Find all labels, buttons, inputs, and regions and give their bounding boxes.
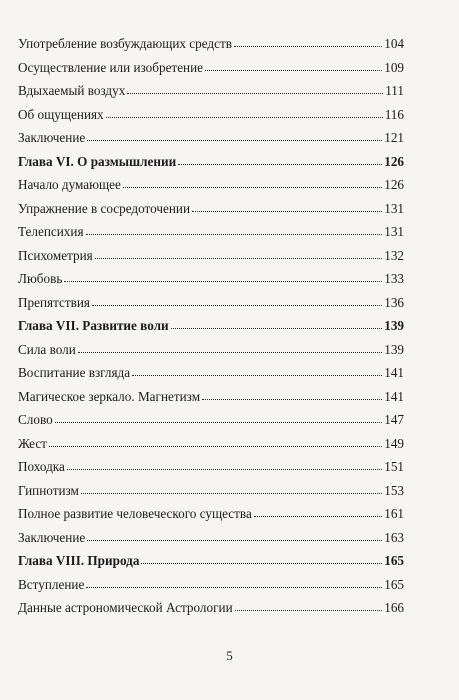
toc-entry-title: Об ощущениях [18, 106, 104, 122]
toc-entry-title: Глава VII. Развитие воли [18, 318, 169, 333]
toc-entry-title: Глава VI. О размышлении [18, 153, 177, 169]
dot-leader [123, 187, 382, 188]
toc-entry-title: Жест [18, 435, 47, 451]
toc-entry-page: 131 [384, 200, 404, 216]
toc-entry-title: Слово [18, 412, 53, 427]
table-of-contents [18, 37, 404, 625]
dot-leader [234, 46, 382, 47]
toc-entry-title: Упражнение в сосредоточении [18, 200, 191, 216]
toc-entry-page: 149 [384, 435, 404, 451]
toc-entry-page: 141 [384, 388, 404, 404]
toc-entry [18, 108, 404, 132]
toc-entry-page: 121 [384, 130, 404, 145]
toc-entry [18, 202, 404, 226]
toc-entry-page: 104 [384, 36, 404, 51]
toc-entry-page: 153 [384, 482, 404, 498]
toc-entry-page: 109 [384, 59, 404, 75]
dot-leader [205, 70, 382, 71]
toc-entry [18, 366, 404, 390]
dot-leader [55, 422, 383, 423]
toc-entry-page: 136 [384, 294, 404, 310]
toc-entry-title: Данные астрономической Астрологии [18, 600, 233, 615]
toc-entry-title: Заключение [18, 130, 86, 145]
toc-entry [18, 131, 404, 155]
toc-entry [18, 225, 404, 249]
toc-entry [18, 578, 404, 602]
toc-entry-page: 147 [384, 412, 404, 427]
dot-leader [235, 610, 383, 611]
toc-entry-page: 161 [384, 506, 404, 521]
toc-entry-title: Осуществление или изобретение [18, 59, 204, 75]
dot-leader [81, 493, 382, 494]
toc-entry-title: Употребление возбуждающих средств [18, 36, 232, 51]
toc-entry-title: Гипнотизм [18, 482, 79, 498]
toc-entry-page: 126 [384, 177, 404, 192]
toc-entry-page: 141 [384, 365, 404, 380]
toc-entry-page: 133 [384, 271, 404, 286]
toc-entry [18, 343, 404, 367]
dot-leader [141, 563, 382, 564]
toc-chapter-heading [18, 155, 404, 179]
dot-leader [86, 234, 383, 235]
toc-entry [18, 249, 404, 273]
toc-entry [18, 437, 404, 461]
toc-entry-page: 116 [384, 106, 404, 122]
toc-entry [18, 272, 404, 296]
toc-entry-title: Заключение [18, 529, 86, 545]
toc-entry [18, 601, 404, 625]
dot-leader [192, 211, 382, 212]
toc-entry [18, 413, 404, 437]
toc-entry [18, 178, 404, 202]
toc-entry [18, 460, 404, 484]
toc-entry-title: Психометрия [18, 247, 93, 263]
dot-leader [64, 281, 382, 282]
dot-leader [86, 587, 382, 588]
toc-entry-page: 165 [384, 553, 404, 568]
toc-entry-title: Начало думающее [18, 177, 121, 192]
toc-entry-page: 132 [384, 247, 404, 263]
toc-entry-page: 131 [384, 224, 404, 239]
toc-chapter-heading [18, 319, 404, 343]
toc-entry [18, 84, 404, 108]
toc-chapter-heading [18, 554, 404, 578]
toc-entry-page: 163 [384, 529, 404, 545]
dot-leader [127, 93, 383, 94]
toc-entry-page: 151 [384, 459, 404, 474]
toc-entry-title: Сила воли [18, 341, 76, 357]
dot-leader [92, 305, 382, 306]
toc-entry-page: 165 [384, 576, 404, 592]
toc-entry-title: Телепсихия [18, 224, 84, 239]
toc-entry-page: 166 [384, 600, 404, 615]
toc-entry-page: 139 [384, 318, 404, 333]
toc-entry-title: Полное развитие человеческого существа [18, 506, 252, 521]
toc-entry-page: 139 [384, 341, 404, 357]
toc-entry [18, 507, 404, 531]
dot-leader [78, 352, 382, 353]
toc-entry [18, 296, 404, 320]
dot-leader [132, 375, 382, 376]
dot-leader [87, 540, 382, 541]
toc-entry-title: Походка [18, 459, 65, 474]
toc-entry [18, 37, 404, 61]
toc-entry-title: Любовь [18, 271, 63, 286]
toc-entry [18, 390, 404, 414]
toc-entry-page: 126 [384, 153, 404, 169]
dot-leader [178, 164, 382, 165]
page-number: 5 [226, 648, 233, 663]
toc-entry-page: 111 [385, 83, 404, 98]
dot-leader [254, 516, 382, 517]
toc-entry-title: Глава VIII. Природа [18, 553, 140, 568]
dot-leader [106, 117, 383, 118]
dot-leader [202, 399, 382, 400]
toc-entry [18, 484, 404, 508]
toc-entry-title: Вдыхаемый воздух [18, 83, 126, 98]
toc-entry-title: Воспитание взгляда [18, 365, 131, 380]
toc-entry-title: Магическое зеркало. Магнетизм [18, 388, 201, 404]
dot-leader [49, 446, 382, 447]
toc-entry-title: Препятствия [18, 294, 90, 310]
dot-leader [87, 140, 382, 141]
dot-leader [171, 328, 383, 329]
toc-entry [18, 531, 404, 555]
dot-leader [95, 258, 383, 259]
toc-entry [18, 61, 404, 85]
dot-leader [67, 469, 382, 470]
toc-entry-title: Вступление [18, 576, 85, 592]
